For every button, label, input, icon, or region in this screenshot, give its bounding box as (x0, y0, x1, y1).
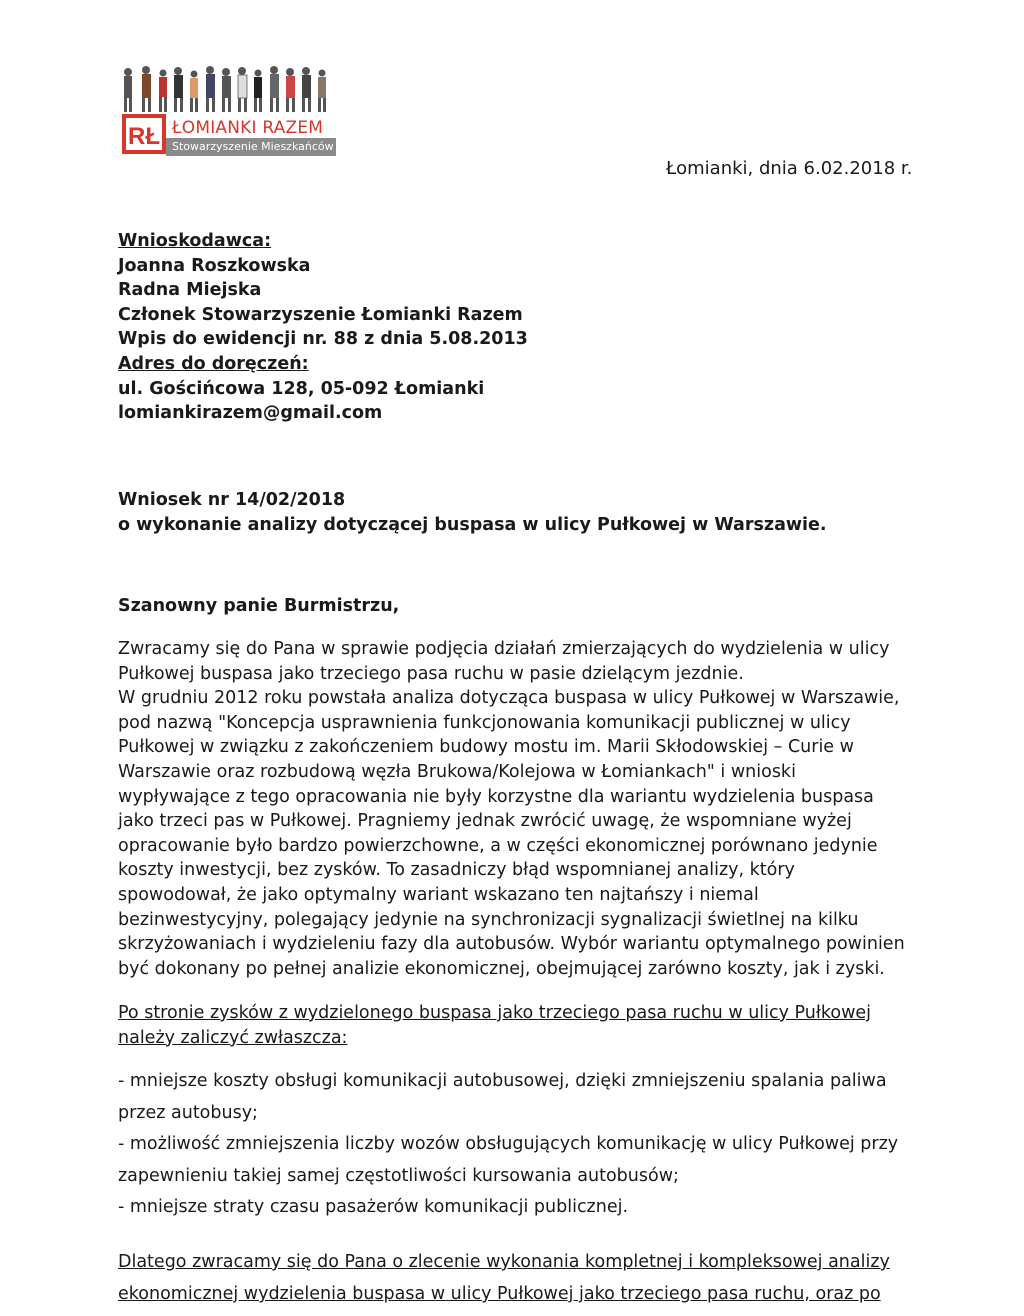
request-block (118, 488, 827, 537)
paragraph-line: jako trzeci pas w Pułkowej. Pragniemy jednak zwrócić uwagę, że wspomniane wyżej (118, 811, 852, 832)
request-number: Wniosek nr 14/02/2018 (118, 490, 346, 510)
main-paragraph (118, 637, 905, 981)
benefits-heading-line: należy zaliczyć zwłaszcza: (118, 1027, 348, 1048)
paragraph-line: wypływające z tego opracowania nie były korzystne dla wariantu wydzielenia buspasa (118, 786, 874, 807)
paragraph-line: Pułkowej buspasa jako trzeciego pasa ruchu w pasie dzielącym jezdnie. (118, 663, 744, 684)
paragraph-line: Pułkowej w związku z zakończeniem budowy mostu im. Marii Skłodowskiej – Curie w (118, 737, 854, 758)
benefits-list (118, 1066, 898, 1224)
applicant-role: Radna Miejska (118, 280, 262, 301)
benefits-heading (118, 1001, 871, 1050)
applicant-address: ul. Gościńcowa 128, 05-092 Łomianki (118, 378, 485, 399)
people-group-icon (118, 60, 340, 114)
list-item: - mniejsze koszty obsługi komunikacji autobusowej, dzięki zmniejszeniu spalania paliwa (118, 1071, 887, 1091)
document-date: Łomianki, dnia 6.02.2018 r. (666, 158, 913, 179)
request-subject: o wykonanie analizy dotyczącej buspasa w ulicy Pułkowej w Warszawie. (118, 514, 827, 535)
paragraph-line: spowodował, że jako optymalny wariant wskazano ten najtańszy i niemal (118, 884, 759, 905)
applicant-block (118, 229, 528, 426)
paragraph-line: pod nazwą "Koncepcja usprawnienia funkcjonowania komunikacji publicznej w ulicy (118, 712, 851, 733)
organization-logo (118, 60, 340, 158)
closing-line: ekonomicznej wydzielenia buspasa w ulicy Pułkowej jako trzeciego pasa ruchu, oraz po (118, 1284, 881, 1304)
logo-mark-icon (122, 114, 166, 154)
paragraph-line: skrzyżowaniach i wydzieleniu fazy dla autobusów. Wybór wariantu optymalnego powinien (118, 934, 905, 955)
salutation-block (118, 594, 399, 619)
closing-line: Dlatego zwracamy się do Pana o zlecenie wykonania kompletnej i kompleksowej analizy (118, 1252, 890, 1272)
paragraph-line: Warszawie oraz rozbudową węzła Brukowa/Kolejowa w Łomiankach" i wnioski (118, 761, 796, 782)
paragraph-line: bezinwestycyjny, polegający jedynie na synchronizacji sygnalizacji świetlnej na kilku (118, 909, 859, 930)
list-item: przez autobusy; (118, 1102, 258, 1123)
paragraph-line: Zwracamy się do Pana w sprawie podjęcia działań zmierzających do wydzielenia w ulicy (118, 639, 890, 659)
applicant-membership: Członek Stowarzyszenie Łomianki Razem (118, 304, 523, 325)
logo-title: ŁOMIANKI RAZEM (172, 118, 324, 138)
paragraph-line: koszty inwestycji, bez zysków. To zasadniczy błąd wspomnianej analizy, który (118, 860, 795, 881)
list-item: - możliwość zmniejszenia liczby wozów obsługujących komunikację w ulicy Pułkowej przy (118, 1134, 899, 1154)
paragraph-line: być dokonany po pełnej analizie ekonomicznej, obejmującej zarówno koszty, jak i zyski. (118, 958, 885, 979)
applicant-name: Joanna Roszkowska (118, 255, 311, 276)
benefits-heading-line: Po stronie zysków z wydzielonego buspasa jako trzeciego pasa ruchu w ulicy Pułkowej (118, 1003, 872, 1023)
logo-mark-text: RŁ (128, 123, 160, 150)
salutation: Szanowny panie Burmistrzu, (118, 596, 400, 616)
applicant-registry: Wpis do ewidencji nr. 88 z dnia 5.08.2013 (118, 329, 528, 350)
applicant-heading: Wnioskodawca: (118, 231, 272, 251)
logo-subtitle: Stowarzyszenie Mieszkańców (166, 138, 336, 156)
closing-paragraph (118, 1246, 890, 1310)
applicant-email: lomiankirazem@gmail.com (118, 403, 383, 424)
paragraph-line: opracowanie było bardzo powierzchowne, a w części ekonomicznej porównano jedynie (118, 835, 878, 856)
logo-band (118, 114, 340, 158)
paragraph-line: W grudniu 2012 roku powstała analiza dotycząca buspasa w ulicy Pułkowej w Warszawie, (118, 688, 900, 709)
list-item: zapewnieniu takiej samej częstotliwości kursowania autobusów; (118, 1165, 679, 1186)
address-heading: Adres do doręczeń: (118, 353, 309, 374)
list-item: - mniejsze straty czasu pasażerów komunikacji publicznej. (118, 1197, 629, 1217)
